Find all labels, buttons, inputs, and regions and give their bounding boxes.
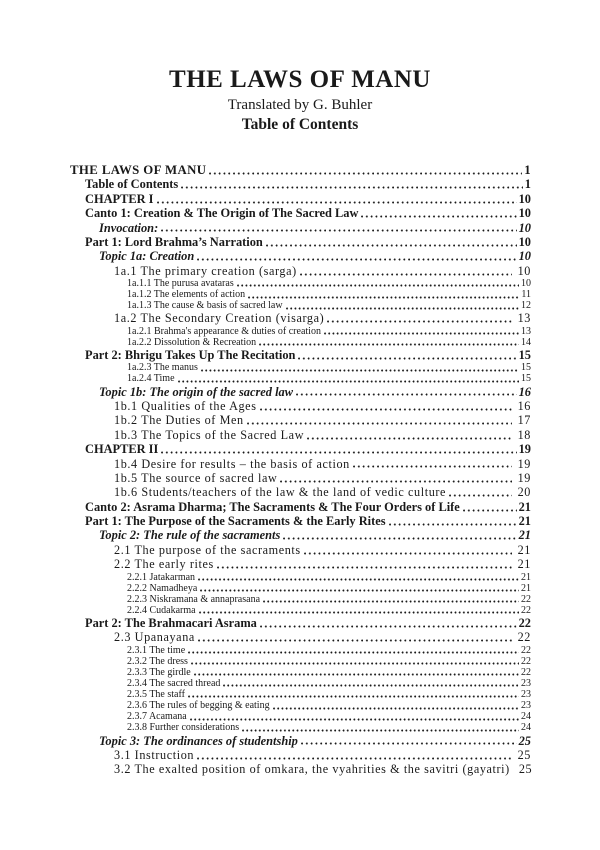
toc-entry[interactable] xyxy=(70,748,531,762)
toc-leader-dots xyxy=(197,757,512,760)
toc-entry-label[interactable]: Topic 2: The rule of the sacraments xyxy=(99,528,281,543)
toc-leader-dots xyxy=(296,393,517,396)
toc-leader-dots xyxy=(286,307,519,310)
toc-entry-label[interactable]: 2.3.6 The rules of begging & eating xyxy=(127,700,270,712)
toc-entry-page[interactable]: 24 xyxy=(521,722,531,734)
toc-entry-label[interactable]: 2.3.7 Acamana xyxy=(127,711,187,723)
toc-entry-label[interactable]: Topic 1b: The origin of the sacred law xyxy=(99,384,294,399)
toc-entry-page[interactable]: 22 xyxy=(521,655,531,667)
toc-entry-label[interactable]: 1a.2 The Secondary Creation (visarga) xyxy=(114,311,325,326)
toc-entry-page[interactable]: 1 xyxy=(524,177,531,192)
toc-entry-label[interactable]: 1a.1 The primary creation (sarga) xyxy=(114,263,297,278)
toc-entry[interactable] xyxy=(70,206,531,220)
toc-entry-page[interactable]: 12 xyxy=(521,300,531,312)
toc-leader-dots xyxy=(217,566,512,569)
toc-heading: Table of Contents xyxy=(241,116,359,133)
toc-leader-dots xyxy=(273,707,519,710)
toc-entry-page[interactable]: 1 xyxy=(524,163,531,177)
toc-leader-dots xyxy=(324,332,519,335)
toc-entry[interactable] xyxy=(70,311,531,325)
toc-leader-dots xyxy=(161,229,516,232)
toc-leader-dots xyxy=(304,552,512,555)
toc-entry[interactable] xyxy=(70,557,531,571)
toc-entry-page[interactable]: 10 xyxy=(518,249,531,264)
toc-entry[interactable] xyxy=(70,528,531,542)
toc-leader-dots xyxy=(260,625,517,628)
toc-entry[interactable] xyxy=(70,645,531,656)
toc-entry[interactable] xyxy=(70,249,531,263)
toc-entry-label[interactable]: Part 1: The Purpose of the Sacraments & the Early Rites xyxy=(85,514,386,529)
toc-entry[interactable] xyxy=(70,428,531,442)
toc-entry[interactable] xyxy=(70,192,531,206)
toc-entry-page[interactable]: 15 xyxy=(521,373,531,385)
toc-entry-page[interactable]: 21 xyxy=(521,571,531,583)
toc-leader-dots xyxy=(188,651,519,654)
toc-entry-label[interactable]: 1b.2 The Duties of Men xyxy=(114,413,244,428)
toc-entry[interactable] xyxy=(70,163,531,177)
toc-leader-dots xyxy=(178,380,519,383)
toc-entry-label[interactable]: 1a.2.1 Brahma's appearance & duties of creation xyxy=(127,325,321,337)
toc-leader-dots xyxy=(181,186,523,189)
toc-leader-dots xyxy=(199,611,519,614)
toc-leader-dots xyxy=(188,695,519,698)
toc-entry[interactable] xyxy=(70,362,531,373)
toc-entry-page[interactable]: 21 xyxy=(517,542,531,557)
toc-entry[interactable] xyxy=(70,399,531,413)
toc-entry-label[interactable]: 3.2 The exalted position of omkara, the vyahrities & the savitri (gayatri) xyxy=(114,762,510,777)
toc-entry-page[interactable]: 19 xyxy=(518,442,531,457)
toc-entry-label[interactable]: 2.2 The early rites xyxy=(114,557,214,572)
toc-entry-label[interactable]: 2.3.5 The staff xyxy=(127,689,185,701)
toc-entry-page[interactable]: 11 xyxy=(521,289,531,301)
toc-entry-label[interactable]: Invocation: xyxy=(99,220,159,235)
toc-entry-label[interactable]: 1b.4 Desire for results – the basis of action xyxy=(114,456,350,471)
toc-entry[interactable] xyxy=(70,278,531,289)
toc-entry-page[interactable]: 21 xyxy=(518,514,531,529)
toc-entry-page[interactable]: 18 xyxy=(517,427,531,442)
toc-leader-dots xyxy=(191,662,519,665)
toc-entry-label[interactable]: CHAPTER II xyxy=(85,442,159,457)
toc-entry-page[interactable]: 10 xyxy=(518,191,531,206)
toc-entry-page[interactable]: 19 xyxy=(517,470,531,485)
toc-entry-label[interactable]: 2.3 Upanayana xyxy=(114,630,195,645)
toc-entry[interactable] xyxy=(70,348,531,362)
toc-leader-dots xyxy=(353,465,512,468)
toc-entry[interactable] xyxy=(70,605,531,616)
toc-leader-dots xyxy=(259,343,519,346)
toc-entry-label[interactable]: 1a.2.4 Time xyxy=(127,373,175,385)
document-subtitle: Translated by G. Buhler xyxy=(227,97,373,113)
toc-leader-dots xyxy=(198,578,519,581)
toc-entry-label[interactable]: 1a.1.3 The cause & basis of sacred law xyxy=(127,300,283,312)
toc-leader-dots xyxy=(242,729,519,732)
toc-entry-label[interactable]: 2.3.1 The time xyxy=(127,644,186,656)
toc-entry-page[interactable]: 25 xyxy=(518,762,533,777)
toc-entry-page[interactable]: 19 xyxy=(517,456,531,471)
toc-leader-dots xyxy=(266,244,517,247)
toc-entry[interactable] xyxy=(70,656,531,667)
toc-entry[interactable] xyxy=(70,711,531,722)
toc-entry-page[interactable]: 22 xyxy=(518,616,531,631)
toc-leader-dots xyxy=(283,537,516,540)
toc-entry-page[interactable]: 10 xyxy=(518,234,531,249)
table-of-contents xyxy=(70,163,531,777)
toc-entry-page[interactable]: 21 xyxy=(517,557,531,572)
toc-entry-label[interactable]: 2.1 The purpose of the sacraments xyxy=(114,542,301,557)
toc-entry-page[interactable]: 21 xyxy=(518,528,531,543)
toc-entry[interactable] xyxy=(70,326,531,337)
toc-leader-dots xyxy=(300,273,512,276)
toc-entry-label[interactable]: 1a.1.2 The elements of action xyxy=(127,289,246,301)
toc-leader-dots xyxy=(280,480,511,483)
toc-entry-page[interactable]: 24 xyxy=(521,711,531,723)
toc-entry[interactable] xyxy=(70,264,531,278)
toc-entry[interactable] xyxy=(70,572,531,583)
toc-entry-page[interactable]: 23 xyxy=(521,689,531,701)
toc-leader-dots xyxy=(298,357,516,360)
toc-leader-dots xyxy=(209,172,522,175)
toc-entry[interactable] xyxy=(70,457,531,471)
toc-leader-dots xyxy=(263,600,519,603)
toc-entry-page[interactable]: 13 xyxy=(521,325,531,337)
toc-entry-label[interactable]: THE LAWS OF MANU xyxy=(70,163,207,177)
toc-entry-label[interactable]: 3.1 Instruction xyxy=(114,747,195,762)
toc-entry[interactable] xyxy=(70,514,531,528)
toc-entry-page[interactable]: 21 xyxy=(521,582,531,594)
toc-entry[interactable] xyxy=(70,583,531,594)
toc-entry-label[interactable]: 1b.1 Qualities of the Ages xyxy=(114,398,257,413)
toc-entry-label[interactable]: Topic 3: The ordinances of studentship xyxy=(99,733,298,748)
toc-entry[interactable] xyxy=(70,300,531,311)
toc-leader-dots xyxy=(463,509,517,512)
toc-entry-label[interactable]: Part 2: The Brahmacari Asrama xyxy=(85,616,257,631)
toc-leader-dots xyxy=(201,369,519,372)
toc-entry[interactable] xyxy=(70,471,531,485)
toc-leader-dots xyxy=(197,258,516,261)
toc-leader-dots xyxy=(327,320,511,323)
toc-entry-label[interactable]: Topic 1a: Creation xyxy=(99,249,195,264)
toc-entry[interactable] xyxy=(70,722,531,733)
toc-entry-label[interactable]: 1b.5 The source of sacred law xyxy=(114,470,278,485)
toc-entry-page[interactable]: 17 xyxy=(517,413,531,428)
toc-entry[interactable] xyxy=(70,678,531,689)
toc-entry[interactable] xyxy=(70,543,531,557)
toc-entry-page[interactable]: 23 xyxy=(521,700,531,712)
toc-entry[interactable] xyxy=(70,235,531,249)
toc-entry[interactable] xyxy=(70,630,531,644)
toc-entry[interactable] xyxy=(70,413,531,427)
toc-entry-label[interactable]: Part 2: Bhrigu Takes Up The Recitation xyxy=(85,347,296,362)
toc-entry-label[interactable]: Canto 1: Creation & The Origin of The Sacred Law xyxy=(85,206,359,221)
toc-leader-dots xyxy=(157,201,517,204)
toc-entry-page[interactable]: 10 xyxy=(517,263,531,278)
toc-entry[interactable] xyxy=(70,385,531,399)
toc-entry-label[interactable]: 2.2.4 Cudakarma xyxy=(127,604,196,616)
toc-entry-page[interactable]: 22 xyxy=(517,630,531,645)
toc-entry[interactable] xyxy=(70,667,531,678)
toc-entry-page[interactable]: 16 xyxy=(517,398,531,413)
toc-entry-page[interactable]: 16 xyxy=(518,384,531,399)
toc-entry-page[interactable]: 10 xyxy=(521,278,531,290)
toc-entry-label[interactable]: 1b.6 Students/teachers of the law & the land of vedic culture xyxy=(114,485,447,500)
toc-entry-label[interactable]: 2.2.1 Jatakarman xyxy=(127,571,196,583)
toc-leader-dots xyxy=(190,718,519,721)
document-title: THE LAWS OF MANU xyxy=(169,66,431,93)
toc-entry-label[interactable]: 1a.1.1 The purusa avataras xyxy=(127,278,234,290)
toc-entry[interactable] xyxy=(70,442,531,456)
toc-leader-dots xyxy=(248,296,519,299)
toc-entry[interactable] xyxy=(70,177,531,191)
toc-entry[interactable] xyxy=(70,616,531,630)
toc-entry-page[interactable]: 22 xyxy=(521,644,531,656)
toc-entry[interactable] xyxy=(70,762,531,776)
toc-leader-dots xyxy=(198,639,512,642)
toc-leader-dots xyxy=(260,408,512,411)
toc-entry[interactable] xyxy=(70,337,531,348)
toc-entry-page[interactable]: 22 xyxy=(521,593,531,605)
toc-entry-label[interactable]: 1b.3 The Topics of the Sacred Law xyxy=(114,427,305,442)
toc-entry-label[interactable]: Part 1: Lord Brahma’s Narration xyxy=(85,234,263,249)
toc-entry-label[interactable]: 1a.2.3 The manus xyxy=(127,362,198,374)
toc-entry[interactable] xyxy=(70,485,531,499)
toc-leader-dots xyxy=(449,494,512,497)
toc-leader-dots xyxy=(301,742,517,745)
toc-entry[interactable] xyxy=(70,734,531,748)
toc-entry-label[interactable]: Canto 2: Asrama Dharma; The Sacraments & The Four Orders of Life xyxy=(85,499,460,514)
toc-leader-dots xyxy=(361,215,516,218)
toc-entry[interactable] xyxy=(70,700,531,711)
toc-leader-dots xyxy=(223,684,519,687)
toc-entry[interactable] xyxy=(70,594,531,605)
toc-entry-page[interactable]: 10 xyxy=(518,220,531,235)
toc-leader-dots xyxy=(247,422,512,425)
toc-entry-label[interactable]: 2.2.2 Namadheya xyxy=(127,582,198,594)
toc-entry-label[interactable]: 2.3.3 The girdle xyxy=(127,666,191,678)
toc-entry-label[interactable]: CHAPTER I xyxy=(85,191,154,206)
toc-entry-page[interactable]: 23 xyxy=(521,678,531,690)
toc-leader-dots xyxy=(307,437,512,440)
toc-entry-page[interactable]: 14 xyxy=(521,336,531,348)
toc-leader-dots xyxy=(194,673,519,676)
toc-entry-page[interactable]: 25 xyxy=(518,733,531,748)
toc-entry[interactable] xyxy=(70,221,531,235)
toc-entry-page[interactable]: 22 xyxy=(521,604,531,616)
toc-entry-label[interactable]: 1a.2.2 Dissolution & Recreation xyxy=(127,336,257,348)
toc-leader-dots xyxy=(389,523,517,526)
toc-entry-page[interactable]: 21 xyxy=(518,499,531,514)
toc-entry[interactable] xyxy=(70,689,531,700)
toc-entry[interactable] xyxy=(70,500,531,514)
toc-entry-page[interactable]: 13 xyxy=(517,311,531,326)
toc-entry-page[interactable]: 20 xyxy=(517,485,531,500)
toc-entry[interactable] xyxy=(70,373,531,384)
toc-entry-label[interactable]: 2.2.3 Niskramana & annaprasana xyxy=(127,593,261,605)
toc-entry[interactable] xyxy=(70,289,531,300)
toc-entry-page[interactable]: 10 xyxy=(518,206,531,221)
toc-entry-label[interactable]: Table of Contents xyxy=(85,177,179,192)
toc-entry-label[interactable]: 2.3.8 Further considerations xyxy=(127,722,240,734)
toc-entry-page[interactable]: 22 xyxy=(521,666,531,678)
toc-entry-page[interactable]: 15 xyxy=(518,347,531,362)
toc-entry-label[interactable]: 2.3.2 The dress xyxy=(127,655,188,667)
toc-entry-label[interactable]: 2.3.4 The sacred thread xyxy=(127,678,221,690)
toc-leader-dots xyxy=(237,284,519,287)
toc-entry-page[interactable]: 15 xyxy=(521,362,531,374)
toc-leader-dots xyxy=(161,451,516,454)
toc-entry-page[interactable]: 25 xyxy=(517,747,531,762)
toc-leader-dots xyxy=(200,589,519,592)
